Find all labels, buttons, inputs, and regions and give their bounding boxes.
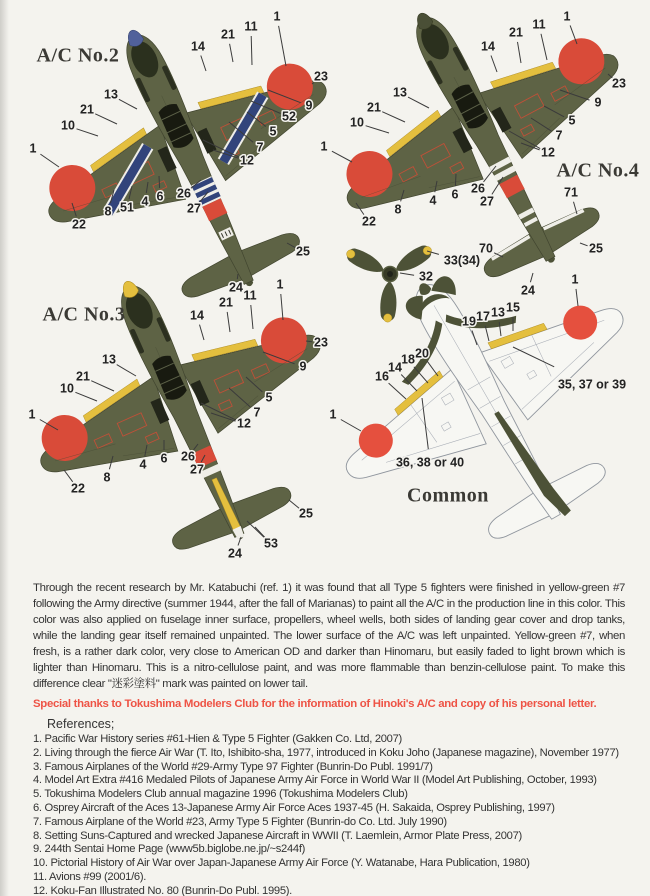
callout-label: 16	[375, 369, 389, 384]
callout-label: 13	[102, 352, 116, 367]
callout-label: 12	[240, 153, 254, 168]
callout-label: 24	[229, 280, 243, 295]
callout-leader-line	[119, 99, 137, 109]
reference-item: 10. Pictorial History of Air War over Japan-Japanese Army Air Force (Y. Watanabe, Hara Publication, 1980)	[33, 857, 530, 870]
callout-label: 25	[299, 506, 313, 521]
callout-leader-line	[251, 305, 253, 329]
callout-leader-line	[382, 112, 405, 122]
callout-leader-line	[117, 365, 136, 376]
callout-label: 36, 38 or 40	[395, 455, 465, 470]
reference-item: 11. Avions #99 (2001/6).	[33, 870, 147, 883]
reference-item: 6. Osprey Aircraft of the Aces 13-Japanese Army Air Force Aces 1937-45 (H. Sakaida, Osprey Publishing, 1997)	[33, 801, 555, 814]
callout-label: 32	[419, 269, 433, 284]
callout-label: 14	[190, 308, 204, 323]
callout-label: 5	[265, 390, 273, 405]
callout-leader-line	[576, 289, 578, 306]
callout-label: 10	[61, 118, 75, 133]
references-heading: References;	[47, 717, 115, 731]
callout-leader-line	[281, 294, 283, 320]
callout-label: 12	[541, 145, 555, 160]
callout-leader-line	[332, 151, 352, 162]
callout-label: 24	[228, 546, 242, 561]
callout-label: 33(34)	[443, 253, 481, 268]
research-paragraph: Through the recent research by Mr. Katabuchi (ref. 1) it was found that all Type 5 fighters were finished in yellow-green #7 following the Army directive (summer 1944, after the fall of Marianas) to paint all the A/C in the production line in this color. This color was also applied on fuselage inner surface, propellers, wheel wells, both sides of landing gear cover and drop tanks, while the landing gear itself remained unpainted. The lower surface of the A/C was left unpainted. Yellow-green #7, when fresh, is a rather dark color, very close to American OD and darker than Hinomaru, but easily faded to light brown which is lighter than Hinomaru. This is a nitro-cellulose paint, and was more flammable than benzin-cellulose paint. To make this difference clear "迷彩塗料" mark was painted on lower tail.	[33, 582, 625, 690]
callout-label: 6	[156, 189, 164, 204]
callout-label: 6	[451, 187, 459, 202]
callout-label: 70	[479, 241, 493, 256]
reference-item: 12. Koku-Fan Illustrated No. 80 (Bunrin-Do Publ. 1995).	[33, 884, 292, 896]
callout-label: 1	[320, 139, 328, 154]
callout-leader-line	[247, 521, 265, 538]
callout-label: 14	[388, 360, 402, 375]
callout-label: 24	[521, 283, 535, 298]
callout-leader-line	[95, 114, 117, 124]
callout-label: 27	[190, 462, 204, 477]
reference-item: 2. Living through the fierce Air War (T. Ito, Ishibito-sha, 1977, introduced in Koku Joho (Japanese magazine), November 1977)	[33, 746, 619, 759]
callout-label: 11	[532, 17, 546, 32]
callout-label: 27	[187, 201, 201, 216]
callout-leader-line	[455, 174, 456, 186]
callout-label: 9	[594, 95, 602, 110]
callout-label: 17	[476, 309, 490, 324]
callout-label: 9	[305, 98, 313, 113]
reference-item: 4. Model Art Extra #416 Medaled Pilots of Japanese Army Air Force in World War II (Model Art Publishing, October, 1993)	[33, 774, 597, 787]
callout-label: 53	[264, 536, 278, 551]
callout-label: 10	[60, 381, 74, 396]
callout-label: 11	[243, 288, 257, 303]
callout-label: 22	[362, 214, 376, 229]
callout-label: 10	[350, 115, 364, 130]
callout-label: 21	[221, 27, 235, 42]
callout-label: 20	[415, 346, 429, 361]
aircraft-title: A/C No.2	[36, 44, 120, 67]
reference-item: 1. Pacific War History series #61-Hien & Type 5 Fighter (Gakken Co. Ltd, 2007)	[33, 733, 402, 745]
callout-label: 5	[568, 113, 576, 128]
callout-label: 8	[103, 470, 111, 485]
callout-label: 13	[104, 87, 118, 102]
callout-label: 21	[367, 100, 381, 115]
callout-label: 4	[141, 194, 149, 209]
callout-leader-line	[251, 36, 252, 65]
callout-label: 15	[506, 300, 520, 315]
callout-label: 11	[244, 19, 258, 34]
callout-label: 21	[80, 102, 94, 117]
callout-label: 18	[401, 352, 415, 367]
callout-label: 23	[612, 76, 626, 91]
callout-label: 22	[72, 217, 86, 232]
reference-item: 9. 244th Sentai Home Page (www5b.biglobe.ne.jp/~s244f)	[33, 843, 306, 856]
callout-leader-line	[237, 274, 238, 279]
callout-leader-line	[201, 56, 206, 72]
callout-label: 51	[120, 200, 134, 215]
callout-leader-line	[230, 44, 233, 62]
callout-leader-line	[279, 26, 286, 66]
callout-label: 1	[28, 407, 36, 422]
callout-leader-line	[289, 500, 299, 508]
callout-label: 19	[462, 314, 476, 329]
callout-label: 1	[29, 141, 37, 156]
callout-label: 12	[237, 416, 251, 431]
callout-leader-line	[408, 97, 429, 108]
callout-label: 14	[191, 39, 205, 54]
callout-label: 4	[429, 193, 437, 208]
references-list	[33, 733, 650, 896]
callout-label: 26	[177, 186, 191, 201]
caption-text-block	[33, 580, 625, 896]
callout-label: 13	[491, 305, 505, 320]
callout-leader-line	[200, 325, 205, 340]
callout-label: 21	[76, 369, 90, 384]
callout-leader-line	[91, 381, 114, 391]
callout-label: 7	[253, 405, 261, 420]
callout-leader-line	[400, 273, 414, 275]
callout-label: 71	[564, 185, 578, 200]
callout-label: 1	[273, 9, 281, 24]
aircraft-title: A/C No.4	[556, 159, 640, 182]
callout-label: 25	[589, 241, 603, 256]
callout-label: 35, 37 or 39	[557, 377, 627, 392]
callout-label: 1	[276, 277, 284, 292]
callout-label: 6	[160, 451, 168, 466]
callout-leader-line	[227, 312, 230, 332]
callout-label: 23	[314, 335, 328, 350]
callout-label: 9	[299, 359, 307, 374]
callout-leader-line	[491, 56, 497, 73]
reference-item: 5. Tokushima Modelers Club annual magazine 1996 (Tokushima Modelers Club)	[33, 788, 408, 801]
callout-label: 8	[394, 202, 402, 217]
callout-leader-line	[64, 470, 73, 482]
callout-leader-line	[75, 392, 97, 401]
callout-leader-line	[518, 42, 522, 63]
reference-item: 7. Famous Airplane of the World #23, Army Type 5 Fighter (Bunrin-do Co. Ltd. July 1990)	[33, 815, 447, 828]
callout-leader-line	[580, 243, 588, 246]
callout-label: 22	[71, 481, 85, 496]
callout-leader-line	[389, 383, 406, 399]
special-thanks-note: Special thanks to Tokushima Modelers Club for the information of Hinoki's A/C and copy of his personal letter.	[33, 698, 597, 710]
callout-label: 1	[571, 272, 579, 287]
callout-label: 1	[563, 9, 571, 24]
callout-leader-line	[159, 176, 160, 188]
callout-label: 26	[181, 449, 195, 464]
callout-leader-line	[427, 361, 438, 376]
callout-label: 23	[314, 69, 328, 84]
callout-leader-line	[341, 420, 361, 432]
callout-label: 8	[104, 204, 112, 219]
aircraft-title: Common	[407, 484, 489, 507]
callout-label: 1	[329, 407, 337, 422]
reference-item: 8. Setting Suns-Captured and wrecked Japanese Aircraft in WWII (T. Laemlein, Armor Plate Press, 2007)	[33, 829, 522, 842]
aircraft-no3-diagram	[0, 220, 380, 575]
callout-label: 21	[509, 25, 523, 40]
callout-label: 7	[256, 140, 264, 155]
callout-label: 26	[471, 181, 485, 196]
aircraft-title: A/C No.3	[42, 303, 126, 326]
callout-label: 13	[393, 85, 407, 100]
reference-item: 3. Famous Airplanes of the World #29-Army Type 97 Fighter (Bunrin-Do Publ. 1991/7)	[33, 760, 433, 773]
callout-leader-line	[40, 154, 59, 167]
callout-leader-line	[366, 126, 389, 133]
callout-label: 21	[219, 295, 233, 310]
callout-label: 5	[269, 124, 277, 139]
callout-label: 4	[139, 457, 147, 472]
callout-label: 7	[555, 128, 563, 143]
callout-label: 25	[296, 244, 310, 259]
callout-leader-line	[530, 273, 533, 282]
callout-label: 27	[480, 194, 494, 209]
callout-leader-line	[541, 34, 547, 60]
callout-label: 52	[282, 109, 296, 124]
callout-leader-line	[77, 129, 99, 136]
callout-label: 14	[481, 39, 495, 54]
